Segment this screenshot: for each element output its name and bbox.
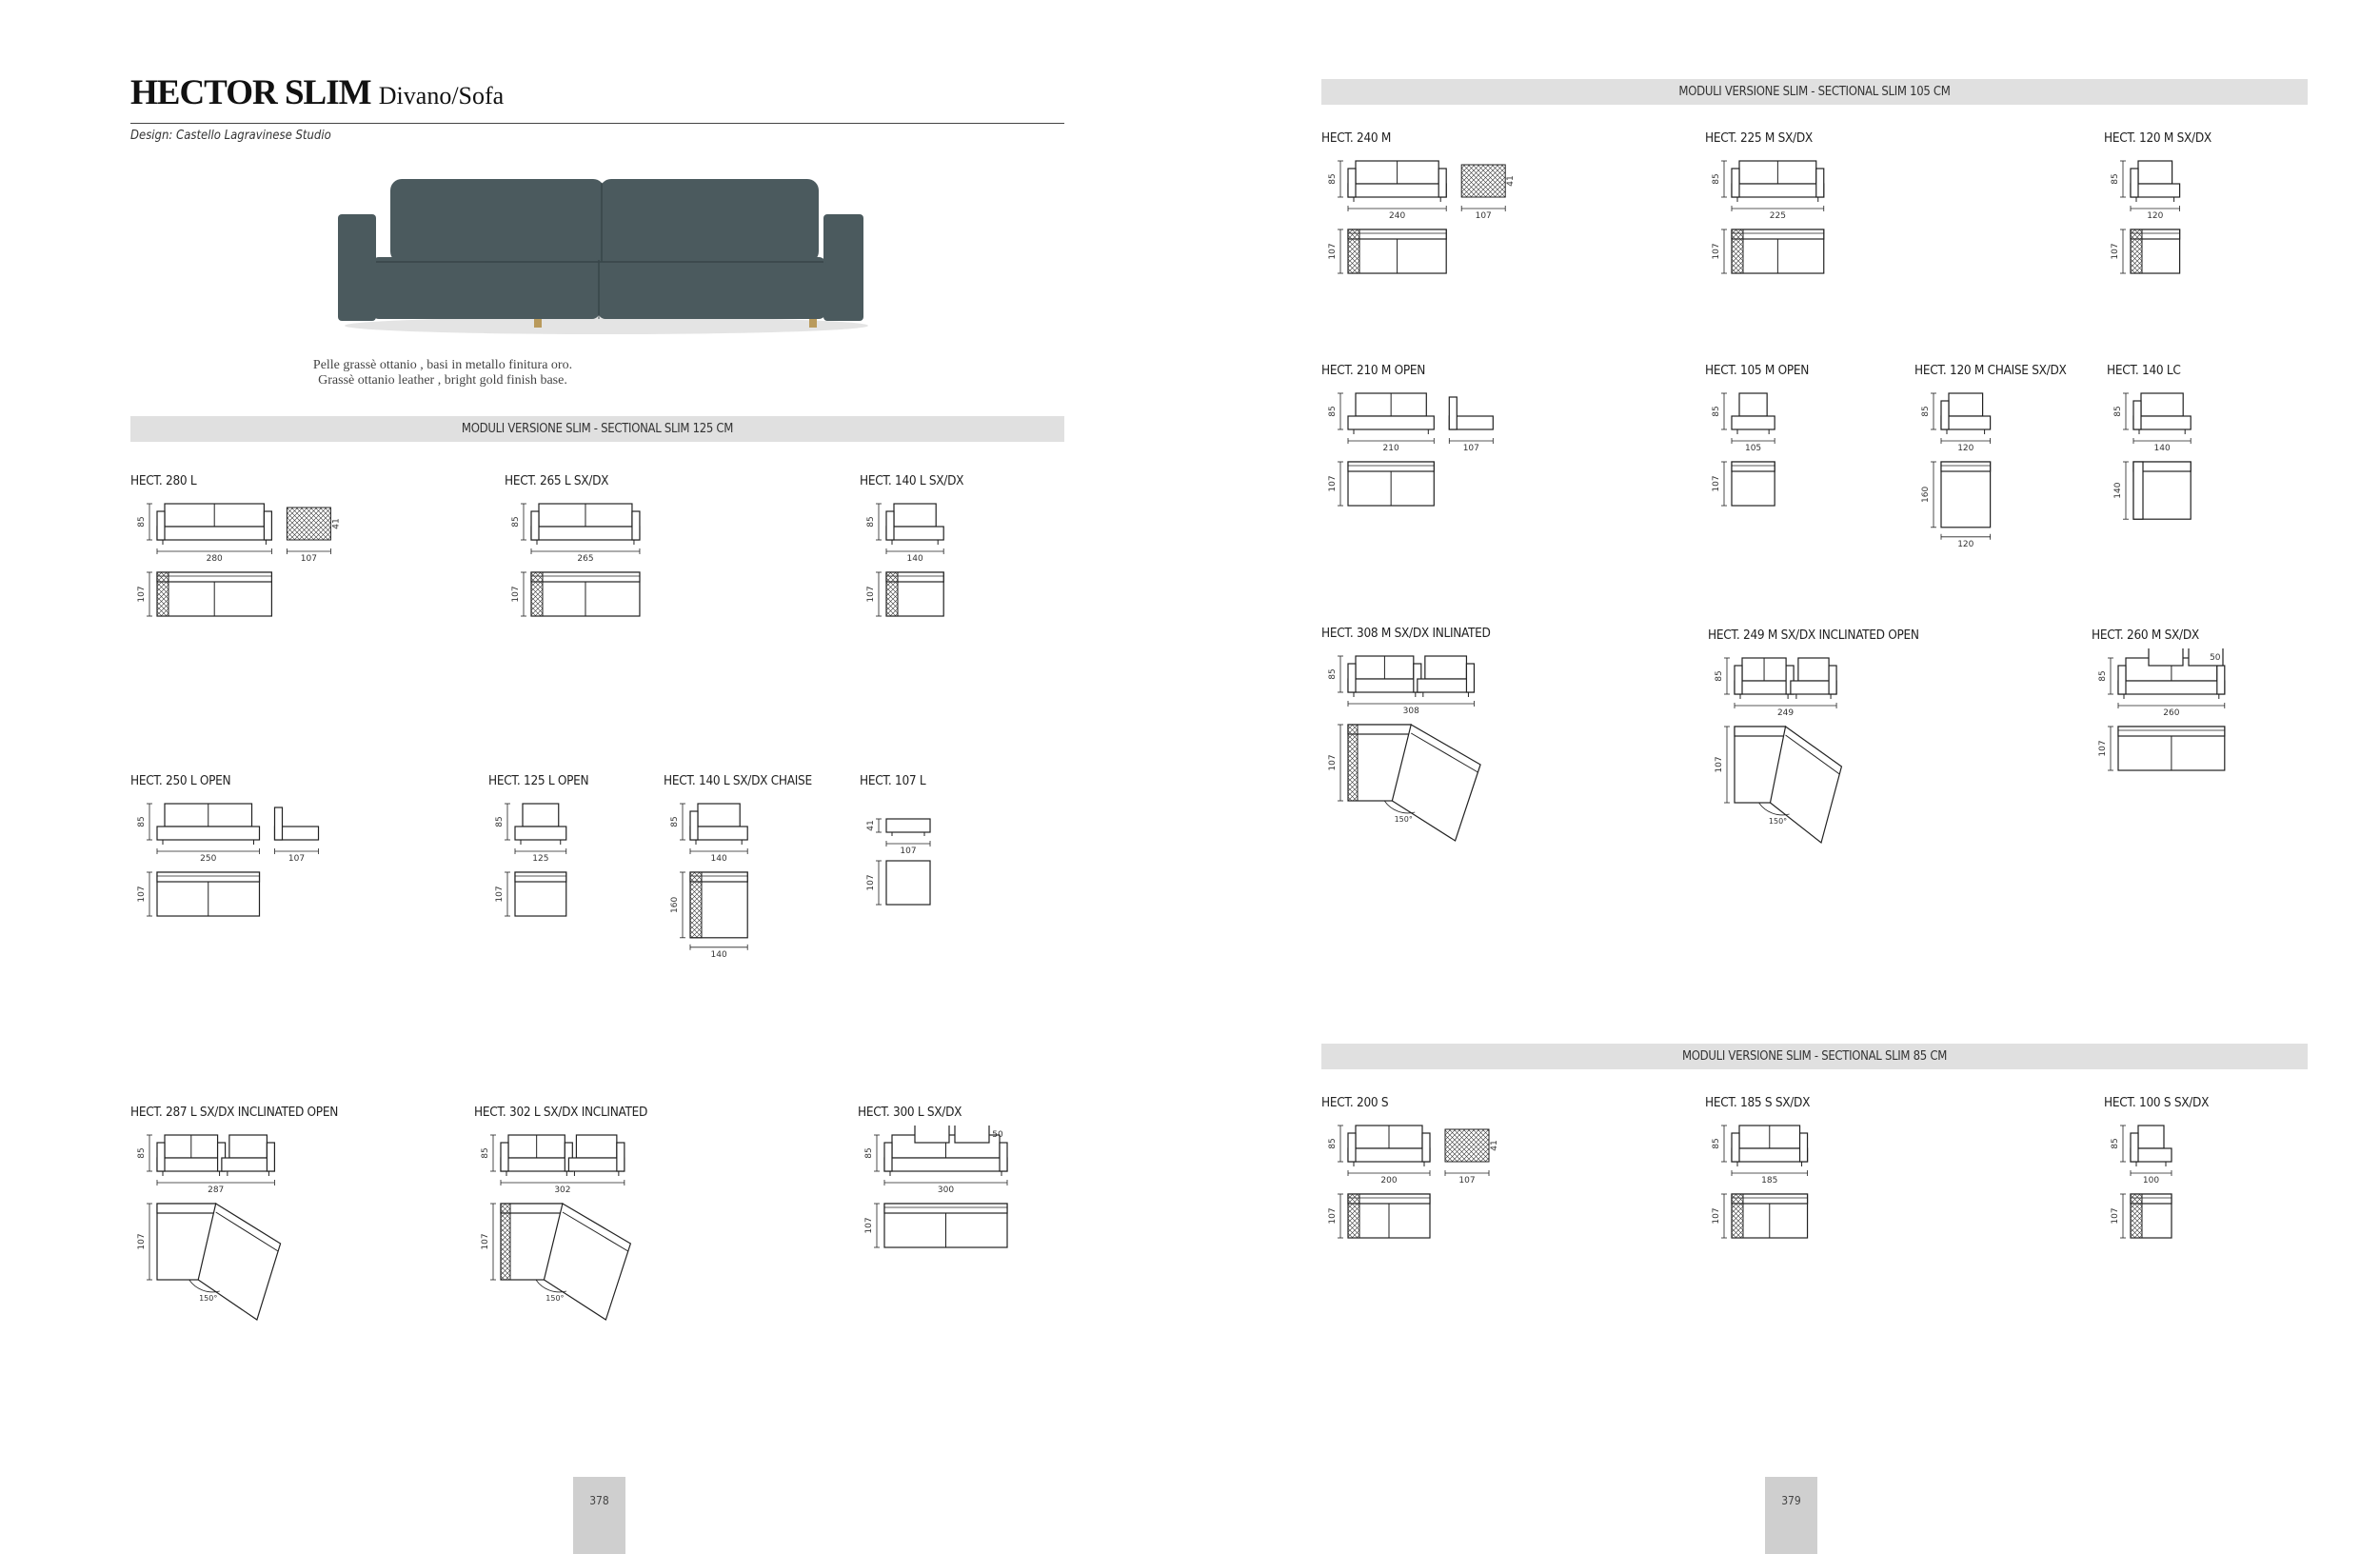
module-m2 xyxy=(505,473,609,603)
module-drawing xyxy=(1705,1116,1953,1354)
module-m18 xyxy=(1321,626,1491,824)
module-m22 xyxy=(1705,1095,1811,1225)
section-bar-85: MODULI VERSIONE SLIM - SECTIONAL SLIM 85 CM xyxy=(1321,1044,2308,1069)
dim-height: 85 xyxy=(1921,406,1931,417)
dim-width: 249 xyxy=(1776,708,1795,718)
photo-caption xyxy=(286,358,600,388)
dim-height: 85 xyxy=(670,816,680,827)
dim-depth: 107 xyxy=(2111,243,2120,260)
module-label: HECT. 300 L SX/DX xyxy=(858,1105,962,1120)
module-label: HECT. 250 L OPEN xyxy=(130,773,231,788)
dim-height: 85 xyxy=(866,516,876,528)
module-label: HECT. 287 L SX/DX INCLINATED OPEN xyxy=(130,1105,338,1120)
module-label: HECT. 185 S SX/DX xyxy=(1705,1095,1811,1110)
dim-depth: 107 xyxy=(481,1233,490,1250)
module-m14 xyxy=(1321,363,1479,492)
dim-width: 308 xyxy=(1402,707,1419,716)
module-label: HECT. 265 L SX/DX xyxy=(505,473,609,488)
dim-width: 140 xyxy=(2153,444,2171,453)
module-label: HECT. 100 S SX/DX xyxy=(2104,1095,2210,1110)
dim-width: 140 xyxy=(710,854,727,864)
dim-side-width: 107 xyxy=(288,854,306,864)
module-label: HECT. 302 L SX/DX INCLINATED xyxy=(474,1105,647,1120)
dim-height: 41 xyxy=(866,820,876,831)
module-label: HECT. 125 L OPEN xyxy=(488,773,589,788)
dim-height: 85 xyxy=(495,816,505,827)
dim-angle: 150° xyxy=(1394,815,1413,824)
module-label: HECT. 210 M OPEN xyxy=(1321,363,1426,378)
module-label: HECT. 280 L xyxy=(130,473,197,488)
module-drawing xyxy=(1321,1116,1569,1354)
dim-width: 260 xyxy=(2163,708,2180,718)
dim-side-width: 107 xyxy=(1462,444,1479,453)
dim-depth: 107 xyxy=(137,586,147,603)
module-drawing xyxy=(2104,1116,2351,1354)
dim-height: 85 xyxy=(2098,670,2108,682)
module-label: HECT. 249 M SX/DX INCLINATED OPEN xyxy=(1708,628,1919,643)
dim-width: 265 xyxy=(577,554,594,564)
dim-width: 100 xyxy=(2142,1176,2160,1185)
module-drawing xyxy=(2104,151,2351,389)
module-m15 xyxy=(1705,363,1810,492)
page-title xyxy=(130,72,504,113)
dim-width-bottom: 120 xyxy=(1957,539,1974,549)
dim-width: 302 xyxy=(554,1185,571,1195)
dim-width: 125 xyxy=(532,854,549,864)
dim-height: 85 xyxy=(2111,173,2120,185)
module-m10 xyxy=(858,1105,1003,1234)
dim-depth: 107 xyxy=(1712,475,1721,492)
module-drawing xyxy=(2092,648,2339,887)
dim-width: 120 xyxy=(2147,211,2164,221)
product-name: HECTOR SLIM xyxy=(130,73,371,112)
module-drawing xyxy=(130,1126,378,1364)
title-rule xyxy=(130,123,1064,124)
dim-depth: 107 xyxy=(1715,756,1724,773)
dim-depth: 107 xyxy=(866,874,876,891)
module-drawing xyxy=(1321,151,1569,389)
module-m21 xyxy=(1321,1095,1500,1225)
sofa-photo xyxy=(328,171,885,338)
dim-width: 120 xyxy=(1957,444,1974,453)
dim-depth: 107 xyxy=(2098,740,2108,757)
dim-width: 140 xyxy=(906,554,923,564)
module-m8 xyxy=(130,1105,338,1303)
module-label: HECT. 308 M SX/DX INLINATED xyxy=(1321,626,1491,641)
module-label: HECT. 107 L xyxy=(860,773,926,788)
module-label: HECT. 120 M CHAISE SX/DX xyxy=(1914,363,2067,378)
caption-italian: Pelle grassè ottanio , basi in metallo finitura oro. xyxy=(312,358,573,372)
dim-depth: 107 xyxy=(137,1233,147,1250)
module-m6 xyxy=(664,773,812,960)
module-m19 xyxy=(1708,628,1919,826)
module-drawing xyxy=(2107,384,2354,622)
dim-width: 250 xyxy=(200,854,217,864)
dim-height: 85 xyxy=(1328,668,1338,680)
dim-height: 85 xyxy=(1328,406,1338,417)
module-m16 xyxy=(1914,363,2067,549)
module-drawing xyxy=(1321,384,1569,622)
dim-depth: 107 xyxy=(2111,1207,2120,1225)
dim-height: 85 xyxy=(481,1147,490,1159)
dim-height: 85 xyxy=(1712,1138,1721,1149)
dim-side-width: 107 xyxy=(1475,211,1492,221)
dim-width: 287 xyxy=(208,1185,225,1195)
dim-width: 105 xyxy=(1744,444,1762,453)
dim-depth: 140 xyxy=(2113,482,2123,499)
module-m5 xyxy=(488,773,589,903)
page-number-left: 378 xyxy=(573,1477,625,1554)
dim-height: 85 xyxy=(864,1147,874,1159)
module-label: HECT. 225 M SX/DX xyxy=(1705,130,1813,146)
module-label: HECT. 240 M xyxy=(1321,130,1392,146)
module-m7 xyxy=(860,773,926,891)
module-m12 xyxy=(1705,130,1813,260)
dim-height: 85 xyxy=(1328,173,1338,185)
dim-depth: 107 xyxy=(1712,243,1721,260)
dim-width: 225 xyxy=(1769,211,1786,221)
dim-depth: 107 xyxy=(511,586,521,603)
dim-height: 85 xyxy=(1715,670,1724,682)
dim-height: 85 xyxy=(137,816,147,827)
dim-angle: 150° xyxy=(199,1294,218,1303)
module-m1 xyxy=(130,473,342,603)
dim-depth: 107 xyxy=(137,886,147,903)
page-number-right: 379 xyxy=(1765,1477,1817,1554)
dim-side-height: 41 xyxy=(1506,175,1517,187)
dim-width: 280 xyxy=(206,554,223,564)
module-drawing xyxy=(130,494,378,732)
dim-depth: 160 xyxy=(1921,486,1931,503)
module-label: HECT. 105 M OPEN xyxy=(1705,363,1810,378)
designer-credit: Design: Castello Lagravinese Studio xyxy=(130,129,331,143)
dim-extra: 50 xyxy=(2210,653,2221,663)
dim-width: 200 xyxy=(1380,1176,1398,1185)
dim-depth: 107 xyxy=(1328,754,1338,771)
dim-height: 85 xyxy=(1712,406,1721,417)
dim-height: 85 xyxy=(2111,1138,2120,1149)
dim-height: 85 xyxy=(137,516,147,528)
dim-height: 85 xyxy=(137,1147,147,1159)
module-label: HECT. 140 L SX/DX CHAISE xyxy=(664,773,812,788)
module-drawing xyxy=(505,494,752,732)
dim-width: 185 xyxy=(1761,1176,1778,1185)
module-m23 xyxy=(2104,1095,2210,1225)
sofa-upholstery xyxy=(338,179,863,321)
product-subtitle: Divano/Sofa xyxy=(378,82,505,110)
dim-depth: 107 xyxy=(1712,1207,1721,1225)
dim-side-width: 107 xyxy=(300,554,317,564)
module-drawing xyxy=(1705,151,1953,389)
dim-depth: 107 xyxy=(1328,475,1338,492)
module-drawing xyxy=(130,794,378,1032)
module-drawing xyxy=(474,1126,722,1364)
dim-depth: 107 xyxy=(1328,1207,1338,1225)
caption-english: Grassè ottanio leather , bright gold finish base. xyxy=(318,373,567,388)
module-label: HECT. 120 M SX/DX xyxy=(2104,130,2211,146)
dim-depth: 107 xyxy=(864,1217,874,1234)
dim-side-width: 107 xyxy=(1458,1176,1476,1185)
module-label: HECT. 140 L SX/DX xyxy=(860,473,964,488)
dim-width: 210 xyxy=(1382,444,1399,453)
dim-width: 107 xyxy=(900,847,917,856)
module-m17 xyxy=(2107,363,2181,499)
dim-angle: 150° xyxy=(545,1294,565,1303)
section-bar-105: MODULI VERSIONE SLIM - SECTIONAL SLIM 105 CM xyxy=(1321,79,2308,105)
dim-height: 85 xyxy=(2113,406,2123,417)
module-label: HECT. 200 S xyxy=(1321,1095,1389,1110)
dim-depth: 107 xyxy=(1328,243,1338,260)
dim-width: 240 xyxy=(1389,211,1406,221)
module-m4 xyxy=(130,773,306,903)
module-m3 xyxy=(860,473,964,603)
module-m20 xyxy=(2092,628,2221,757)
section-bar-125: MODULI VERSIONE SLIM - SECTIONAL SLIM 125 CM xyxy=(130,416,1064,442)
module-m11 xyxy=(1321,130,1517,260)
module-label: HECT. 260 M SX/DX xyxy=(2092,628,2199,643)
dim-depth: 107 xyxy=(495,886,505,903)
dim-depth: 160 xyxy=(670,896,680,913)
dim-side-height: 41 xyxy=(331,518,342,529)
dim-width-bottom: 140 xyxy=(710,949,727,960)
module-drawing xyxy=(858,1126,1105,1364)
dim-height: 85 xyxy=(1712,173,1721,185)
dim-width: 300 xyxy=(937,1185,955,1195)
module-drawing xyxy=(1321,647,1569,885)
module-drawing xyxy=(860,494,1107,732)
module-drawing xyxy=(1708,648,1955,887)
dim-extra: 50 xyxy=(992,1130,1003,1140)
dim-height: 85 xyxy=(1328,1138,1338,1149)
dim-depth: 107 xyxy=(866,586,876,603)
module-m9 xyxy=(474,1105,647,1303)
module-label: HECT. 140 LC xyxy=(2107,363,2181,378)
dim-angle: 150° xyxy=(1768,817,1788,826)
module-drawing xyxy=(860,794,1107,1032)
dim-side-height: 41 xyxy=(1490,1140,1500,1151)
dim-height: 85 xyxy=(511,516,521,528)
module-m13 xyxy=(2104,130,2211,260)
